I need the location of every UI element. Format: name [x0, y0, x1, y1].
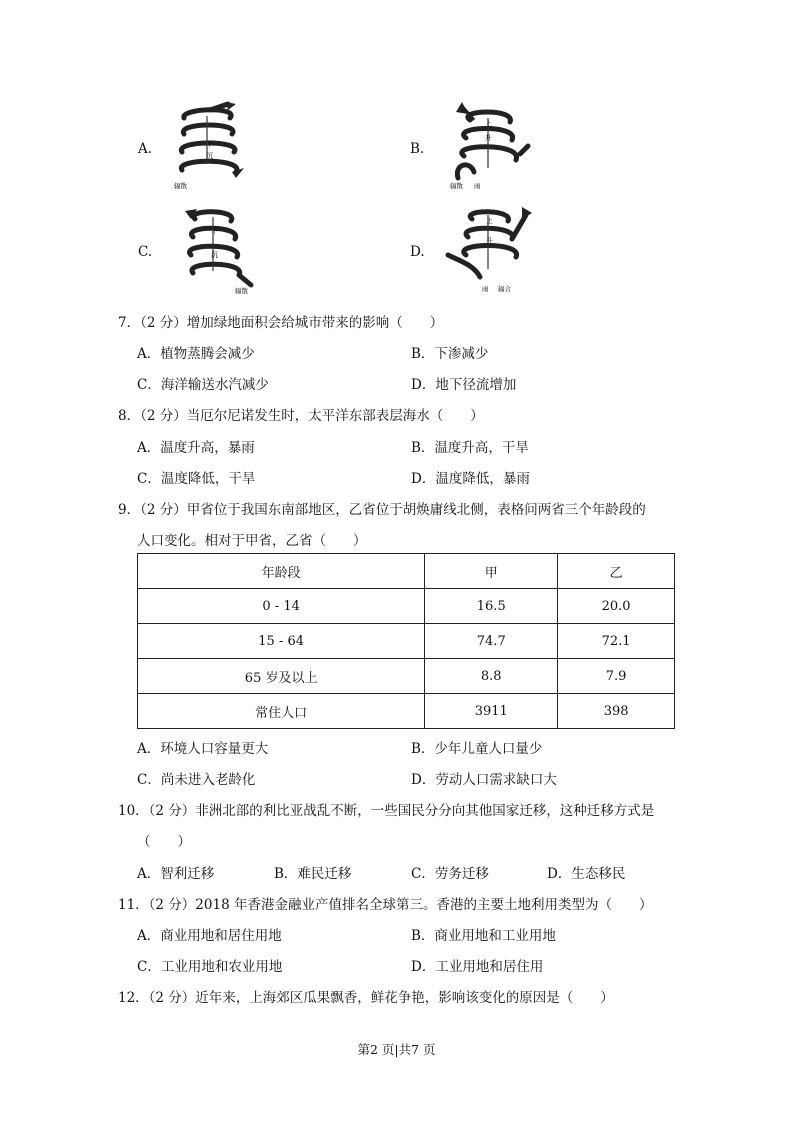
q6-c-label-down: 下: [211, 227, 218, 235]
q9-option-c: C．尚未进入老龄化: [137, 772, 256, 788]
q12-stem: 12．（2 分）近年来，上海郊区瓜果飘香，鲜花争艳，影响该变化的原因是（ ）: [118, 990, 614, 1006]
q10-option-d: D．生态移民: [547, 866, 626, 882]
q6-d-label-convergence: 辐合: [498, 285, 511, 293]
q6-b-label-divergence: 辐散: [450, 182, 463, 190]
q9-option-b: B．少年儿童人口量少: [411, 741, 543, 757]
q6-figure-a: [170, 100, 250, 192]
table-cell: 72.1: [558, 624, 675, 659]
table-header-cell: 年龄段: [138, 554, 425, 589]
table-row: [138, 694, 675, 729]
table-cell: 8.8: [425, 659, 558, 694]
q6-b-label-rain: 雨: [474, 182, 481, 190]
table-row: [138, 659, 675, 694]
q9-population-table: [137, 553, 675, 729]
q9-option-d: D．劳动人口需求缺口大: [411, 772, 557, 788]
q10-option-c: C．劳务迁移: [411, 866, 489, 882]
q6-figure-c: [175, 205, 265, 297]
table-header-row: [138, 554, 675, 589]
q8-stem: 8．（2 分）当厄尔尼诺发生时，太平洋东部表层海水（ ）: [118, 408, 484, 424]
q6-d-label-rise: 升: [486, 237, 493, 245]
q8-option-b: B．温度升高，干旱: [411, 440, 529, 456]
q8-option-d: D．温度降低，暴雨: [411, 471, 530, 487]
q7-option-d: D．地下径流增加: [411, 377, 517, 393]
q6-option-c-letter: C.: [138, 244, 153, 260]
table-cell: 15 - 64: [138, 624, 425, 659]
q6-option-b-letter: B.: [410, 141, 425, 157]
table-header-cell: 甲: [425, 554, 558, 589]
q11-option-a: A．商业用地和居住用地: [137, 928, 282, 944]
q6-c-label-sink: 沉: [211, 251, 218, 259]
q7-option-b: B．下渗减少: [411, 346, 489, 362]
table-cell: 20.0: [558, 589, 675, 624]
q7-stem: 7．（2 分）增加绿地面积会给城市带来的影响（ ）: [118, 315, 444, 331]
q7-option-a: A．植物蒸腾会减少: [137, 346, 255, 362]
q7-option-c: C．海洋输送水汽减少: [137, 377, 269, 393]
q6-figure-d: [440, 203, 536, 297]
table-cell: 常住人口: [138, 694, 425, 729]
q6-a-label-divergence: 辐散: [174, 182, 187, 190]
q11-stem: 11．（2 分）2018 年香港金融业产值排名全球第三。香港的主要土地利用类型为（ ）: [118, 897, 653, 913]
table-cell: 74.7: [425, 624, 558, 659]
q10-stem-line2: （ ）: [137, 834, 191, 850]
q6-a-label-down: 下: [206, 140, 213, 148]
q6-option-a-letter: A.: [138, 141, 153, 157]
table-header-cell: 乙: [558, 554, 675, 589]
q6-d-label-rain: 雨: [482, 285, 489, 293]
q11-option-d: D．工业用地和居住用: [411, 959, 544, 975]
table-cell: 7.9: [558, 659, 675, 694]
table-cell: 3911: [425, 694, 558, 729]
q6-b-label-up: 上: [485, 120, 492, 128]
q10-stem-line1: 10．（2 分）非洲北部的利比亚战乱不断，一些国民分分向其他国家迁移，这种迁移方式是: [118, 803, 655, 819]
table-cell: 65 岁及以上: [138, 659, 425, 694]
q11-option-b: B．商业用地和工业用地: [411, 928, 556, 944]
q6-c-label-divergence: 辐散: [235, 287, 248, 295]
table-row: [138, 624, 675, 659]
table-cell: 16.5: [425, 589, 558, 624]
table-cell: 0 - 14: [138, 589, 425, 624]
q9-option-a: A．环境人口容量更大: [137, 741, 269, 757]
q6-figure-b: [440, 98, 532, 192]
table-cell: 398: [558, 694, 675, 729]
q10-option-a: A．智利迁移: [137, 866, 215, 882]
q11-option-c: C．工业用地和农业用地: [137, 959, 283, 975]
q9-stem-line2: 人口变化。相对于甲省，乙省（ ）: [137, 533, 367, 549]
q8-option-c: C．温度降低，干旱: [137, 471, 256, 487]
q6-d-label-up: 上: [486, 217, 493, 225]
q8-option-a: A．温度升高，暴雨: [137, 440, 255, 456]
q10-option-b: B．难民迁移: [274, 866, 352, 882]
page-footer: 第2 页|共7 页: [357, 1042, 436, 1057]
q9-stem-line1: 9．（2 分）甲省位于我国东南部地区，乙省位于胡焕庸线北侧，表格问两省三个年龄段的: [118, 502, 646, 518]
q6-option-d-letter: D.: [410, 244, 425, 260]
table-row: [138, 589, 675, 624]
q6-b-label-rise: 升: [485, 134, 492, 142]
q6-a-label-sink: 沉: [206, 152, 213, 160]
